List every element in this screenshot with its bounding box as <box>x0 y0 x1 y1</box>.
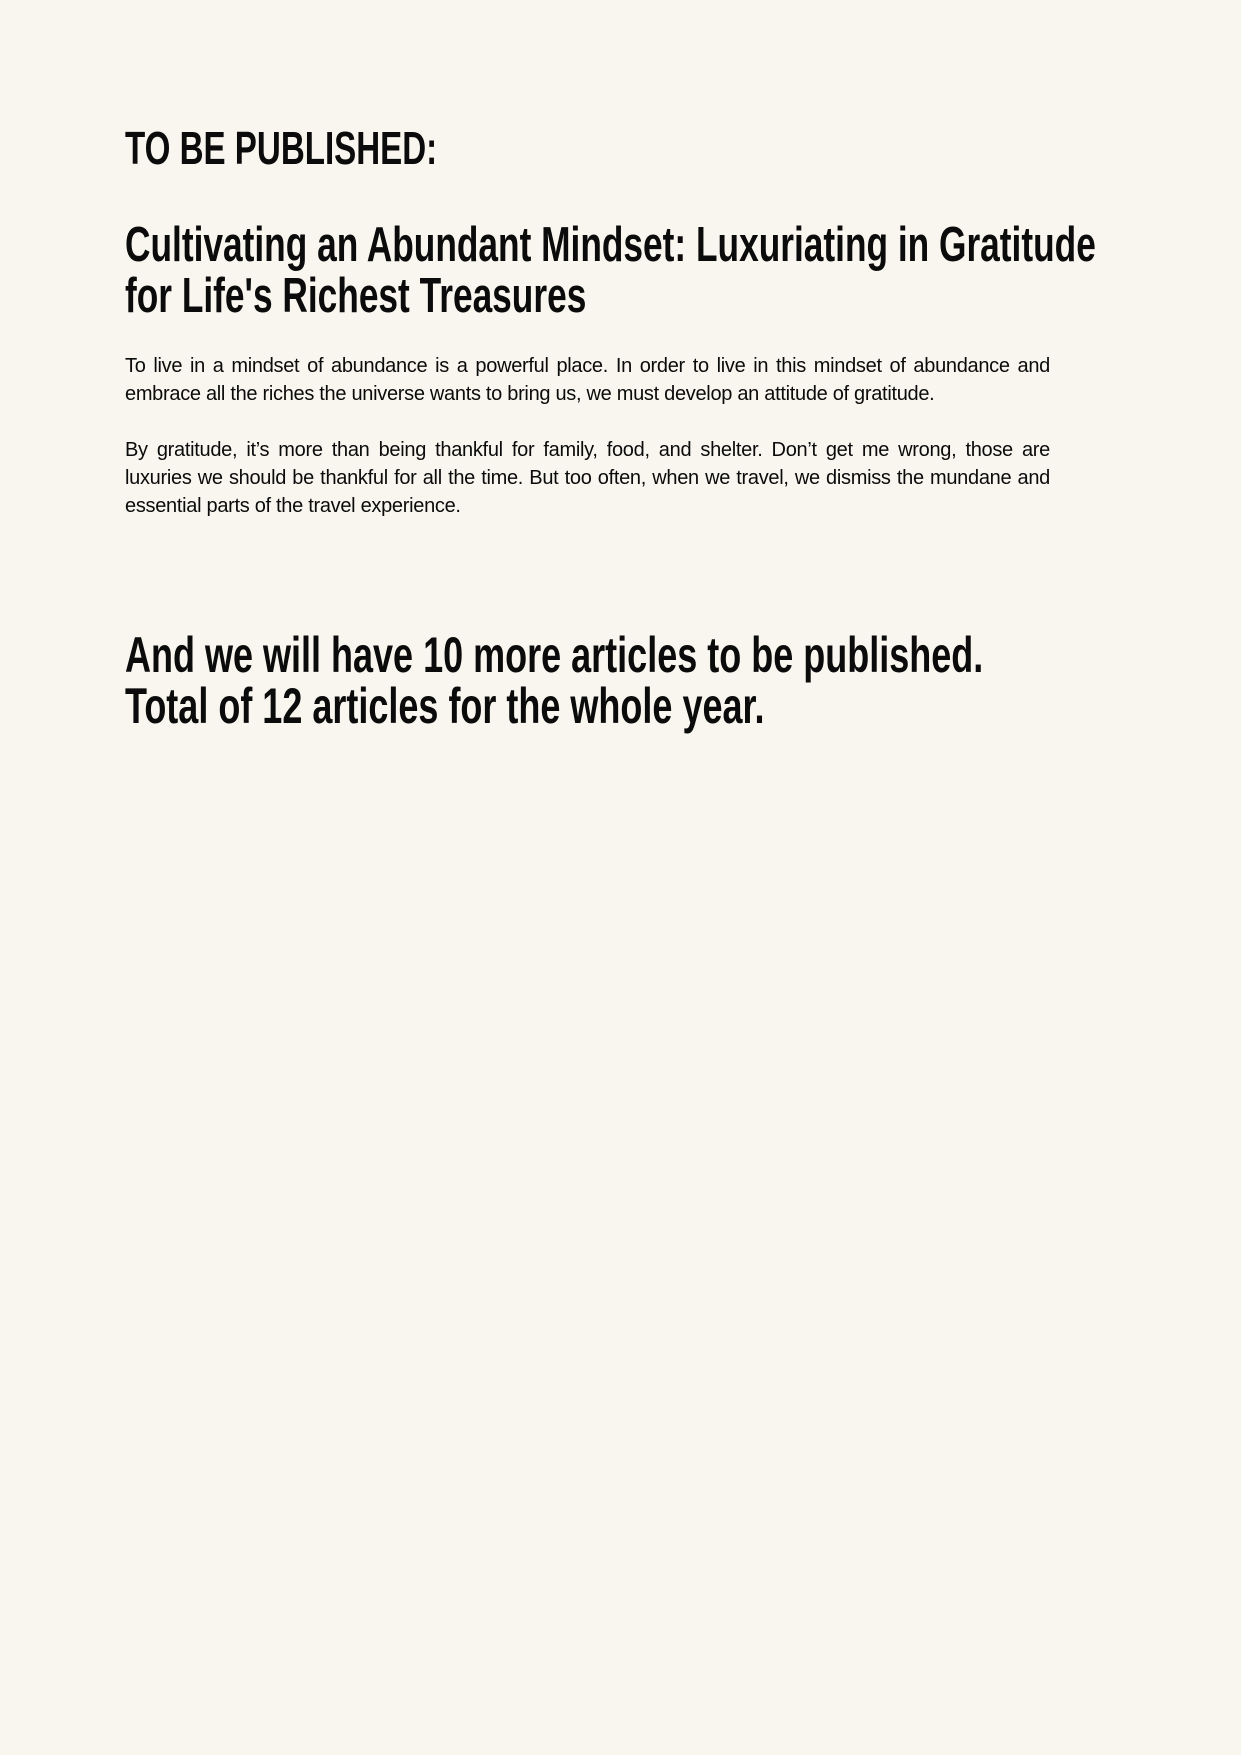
article-title <box>125 218 1096 323</box>
section-label: TO BE PUBLISHED: <box>125 122 438 174</box>
document-page <box>125 0 1096 1755</box>
closing-line-1: And we will have 10 more articles to be published. <box>125 627 984 683</box>
article-title-line-2: for Life's Richest Treasures <box>125 269 587 323</box>
article-paragraph-1: To live in a mindset of abundance is a powerful place. In order to live in this mindset of abundance and embrace all the riches the universe wants to bring us, we must develop an attitude of gratitude. <box>125 355 1050 405</box>
article-paragraph-2: By gratitude, it’s more than being thankful for family, food, and shelter. Don’t get me wrong, those are luxuries we should be thankful for all the time. But too often, when we travel, we dismiss the mundane and essential parts of the travel experience. <box>125 439 1050 517</box>
closing-statement <box>125 627 1054 734</box>
article-title-line-1: Cultivating an Abundant Mindset: Luxuriating in Gratitude <box>125 218 1096 272</box>
closing-line-2: Total of 12 articles for the whole year. <box>125 678 765 734</box>
